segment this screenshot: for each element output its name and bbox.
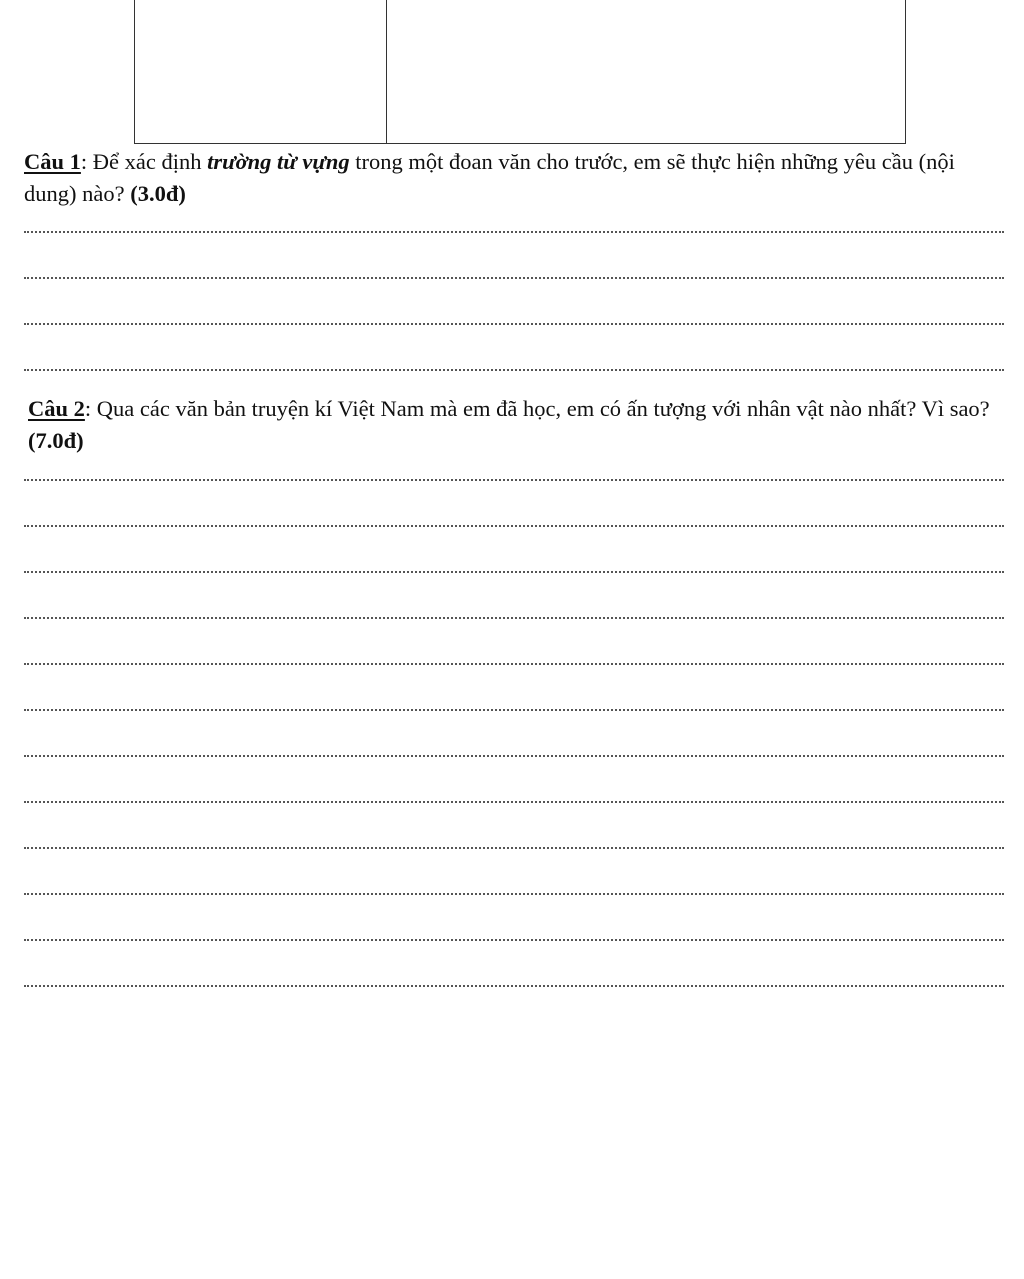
question-1-label: Câu 1: [24, 149, 81, 174]
answer-line[interactable]: [24, 617, 1004, 619]
question-1-text-before: : Để xác định: [80, 149, 208, 174]
question-1-term: trường từ vựng: [207, 149, 350, 174]
answer-line[interactable]: [24, 277, 1004, 279]
answer-line[interactable]: [24, 663, 1004, 665]
answer-line[interactable]: [24, 479, 1004, 481]
question-1-score: (3.0đ): [130, 181, 186, 206]
answer-line[interactable]: [24, 231, 1004, 233]
answer-line[interactable]: [24, 801, 1004, 803]
answer-line[interactable]: [24, 939, 1004, 941]
answer-line[interactable]: [24, 571, 1004, 573]
answer-line[interactable]: [24, 369, 1004, 371]
answer-line[interactable]: [24, 755, 1004, 757]
answer-line[interactable]: [24, 709, 1004, 711]
question-2: [28, 393, 1013, 457]
answer-line[interactable]: [24, 985, 1004, 987]
top-table-fragment: [134, 0, 906, 144]
answer-line[interactable]: [24, 847, 1004, 849]
question-1-text-after: trong một đoan văn cho trước, em sẽ thực hiện những yêu cầu (nội dung) nào?: [24, 149, 955, 206]
table-column-divider: [386, 0, 387, 143]
question-1: [24, 146, 1009, 210]
answer-line[interactable]: [24, 893, 1004, 895]
answer-line[interactable]: [24, 525, 1004, 527]
question-2-label: Câu 2: [28, 396, 85, 421]
question-2-text-before: : Qua các văn bản truyện kí Việt Nam mà em đã học, em có ấn tượng với nhân vật nào nhất? Vì sao?: [84, 396, 990, 421]
answer-line[interactable]: [24, 323, 1004, 325]
question-2-score: (7.0đ): [28, 428, 84, 453]
